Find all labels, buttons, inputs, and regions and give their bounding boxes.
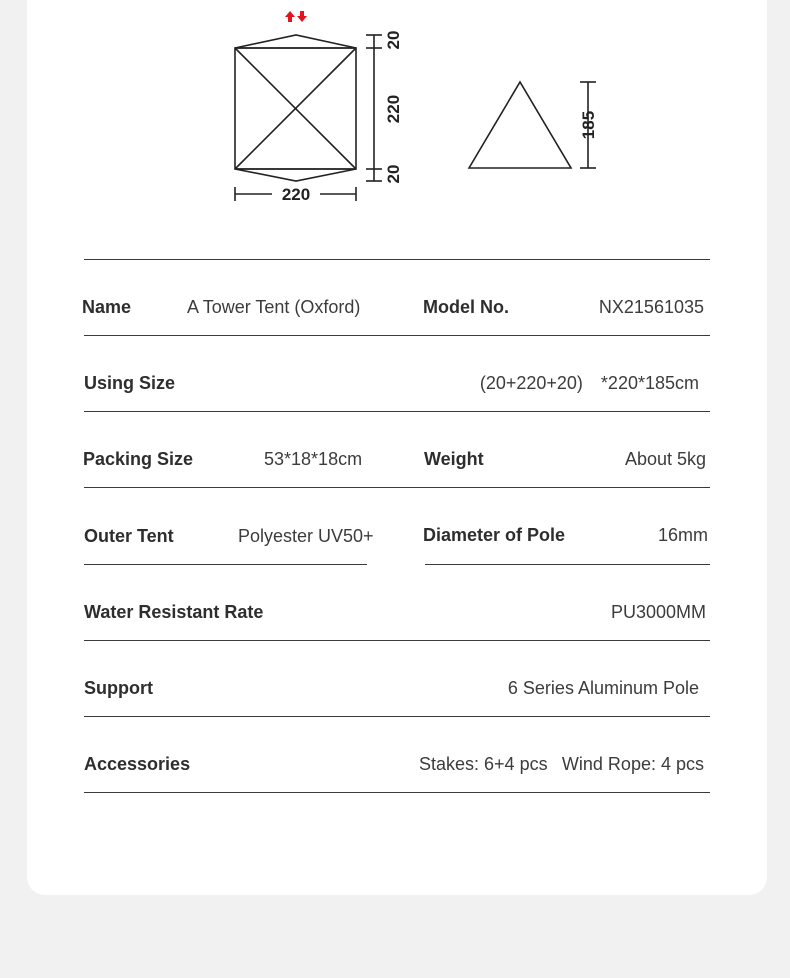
outer-tent-value: Polyester UV50+ — [238, 526, 374, 546]
support-value: 6 Series Aluminum Pole — [507, 678, 699, 698]
accessories-wind-rope: Wind Rope: 4 pcs — [561, 754, 704, 774]
table-divider — [84, 487, 710, 488]
support-label: Support — [84, 678, 153, 698]
height-label-middle: 220 — [384, 94, 403, 124]
pole-diameter-value: 16mm — [657, 525, 708, 545]
tent-dimension-diagram — [0, 0, 790, 230]
model-value: NX21561035 — [598, 297, 704, 317]
height-label-top: 20 — [384, 30, 403, 50]
height-label-bottom: 20 — [384, 164, 403, 184]
outer-tent-label: Outer Tent — [84, 526, 174, 546]
table-divider — [84, 411, 710, 412]
table-divider — [84, 792, 710, 793]
tent-front-view — [235, 35, 356, 181]
name-value: A Tower Tent (Oxford) — [187, 297, 361, 317]
packing-size-label: Packing Size — [83, 449, 194, 469]
side-height-label: 185 — [579, 110, 598, 140]
accessories-stakes: Stakes: 6+4 pcs — [419, 754, 548, 774]
table-divider — [425, 564, 710, 565]
table-divider — [84, 335, 710, 336]
red-arrows-icon — [285, 11, 307, 22]
model-label: Model No. — [423, 297, 509, 317]
tent-roof-shape — [235, 35, 356, 48]
water-resistance-value: PU3000MM — [610, 602, 706, 622]
weight-value: About 5kg — [624, 449, 706, 469]
tent-floor-shape — [235, 169, 356, 181]
weight-label: Weight — [424, 449, 484, 469]
water-resistance-label: Water Resistant Rate — [84, 602, 264, 622]
accessories-label: Accessories — [84, 754, 191, 774]
pole-diameter-label: Diameter of Pole — [423, 525, 566, 545]
height-dimension — [366, 35, 382, 181]
table-divider — [84, 716, 710, 717]
table-divider — [84, 259, 710, 260]
tent-side-view — [469, 82, 571, 168]
using-size-value: (20+220+20) *220*185cm — [479, 373, 699, 393]
width-label: 220 — [281, 185, 311, 204]
table-divider — [84, 640, 710, 641]
table-divider — [84, 564, 367, 565]
packing-size-value: 53*18*18cm — [264, 449, 363, 469]
using-size-label: Using Size — [84, 373, 176, 393]
name-label: Name — [82, 297, 132, 317]
